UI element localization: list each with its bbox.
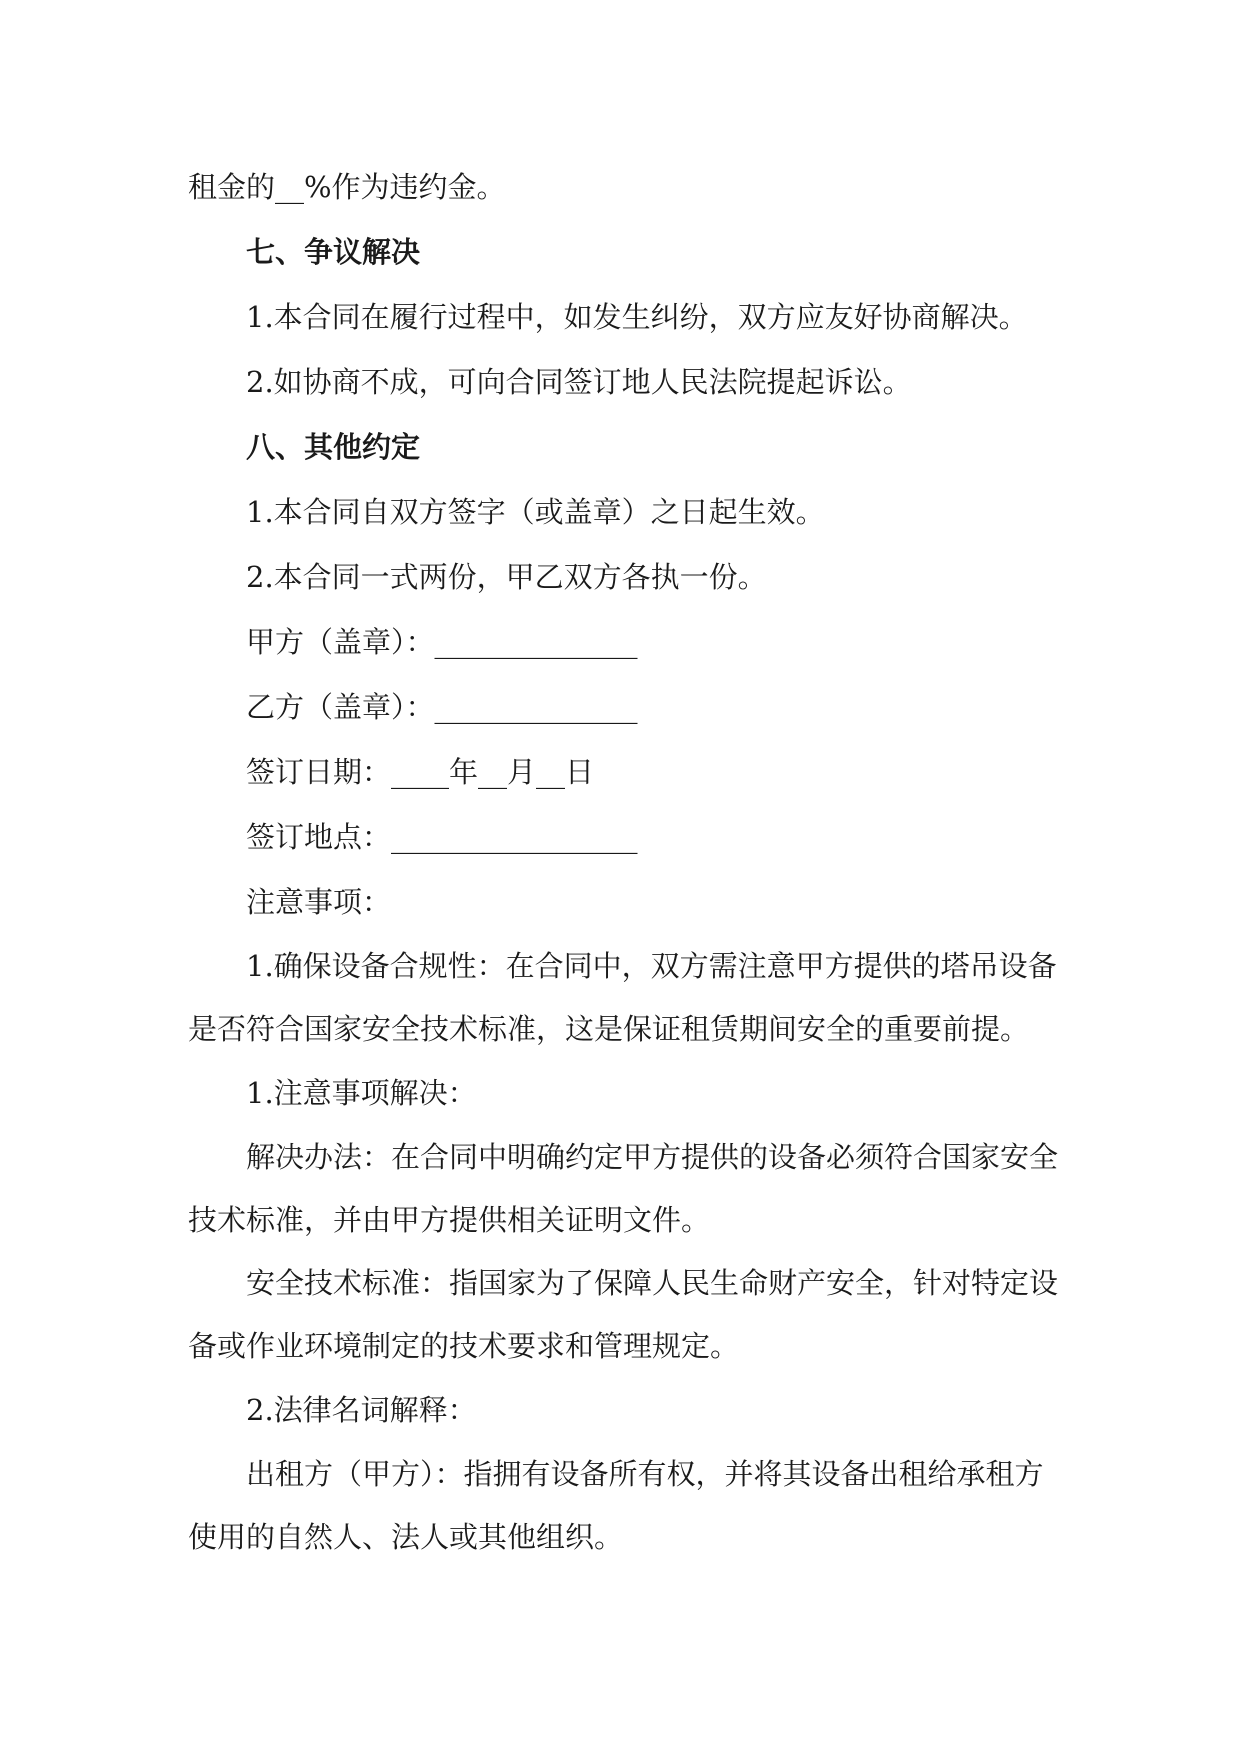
party-a-seal-line: 甲方（盖章）：______________ (246, 625, 638, 659)
section-8-heading: 八、其他约定 (246, 430, 421, 464)
resolution-method-paragraph: 解决办法：在合同中明确约定甲方提供的设备必须符合国家安全技术标准，并由甲方提供相关证明文件。 (188, 1140, 1059, 1237)
section-7-item-2: 2.如协商不成，可向合同签订地人民法院提起诉讼。 (246, 365, 912, 399)
notes-heading: 注意事项： (246, 885, 392, 919)
party-b-seal-line: 乙方（盖章）：______________ (246, 690, 638, 724)
section-8-item-1: 1.本合同自双方签字（或盖章）之日起生效。 (246, 495, 825, 529)
signing-place-line: 签订地点：_________________ (246, 820, 638, 854)
safety-standard-paragraph: 安全技术标准：指国家为了保障人民生命财产安全，针对特定设备或作业环境制定的技术要求和管理规定。 (188, 1266, 1059, 1363)
document-body (188, 155, 1058, 1569)
note-1-resolution-heading: 1.注意事项解决： (246, 1076, 477, 1110)
note-1-paragraph: 1.确保设备合规性：在合同中，双方需注意甲方提供的塔吊设备是否符合国家安全技术标准，这是保证租赁期间安全的重要前提。 (188, 949, 1057, 1046)
section-8-item-2: 2.本合同一式两份，甲乙双方各执一份。 (246, 560, 767, 594)
section-7-heading: 七、争议解决 (246, 235, 421, 269)
section-7-item-1: 1.本合同在履行过程中，如发生纠纷，双方应友好协商解决。 (246, 300, 1028, 334)
signing-date-line: 签订日期：____年__月__日 (246, 755, 595, 789)
penalty-clause: 租金的__%作为违约金。 (188, 170, 506, 204)
legal-terms-heading: 2.法律名词解释： (246, 1393, 477, 1427)
lessor-definition-paragraph: 出租方（甲方）：指拥有设备所有权，并将其设备出租给承租方使用的自然人、法人或其他组织。 (188, 1457, 1044, 1554)
